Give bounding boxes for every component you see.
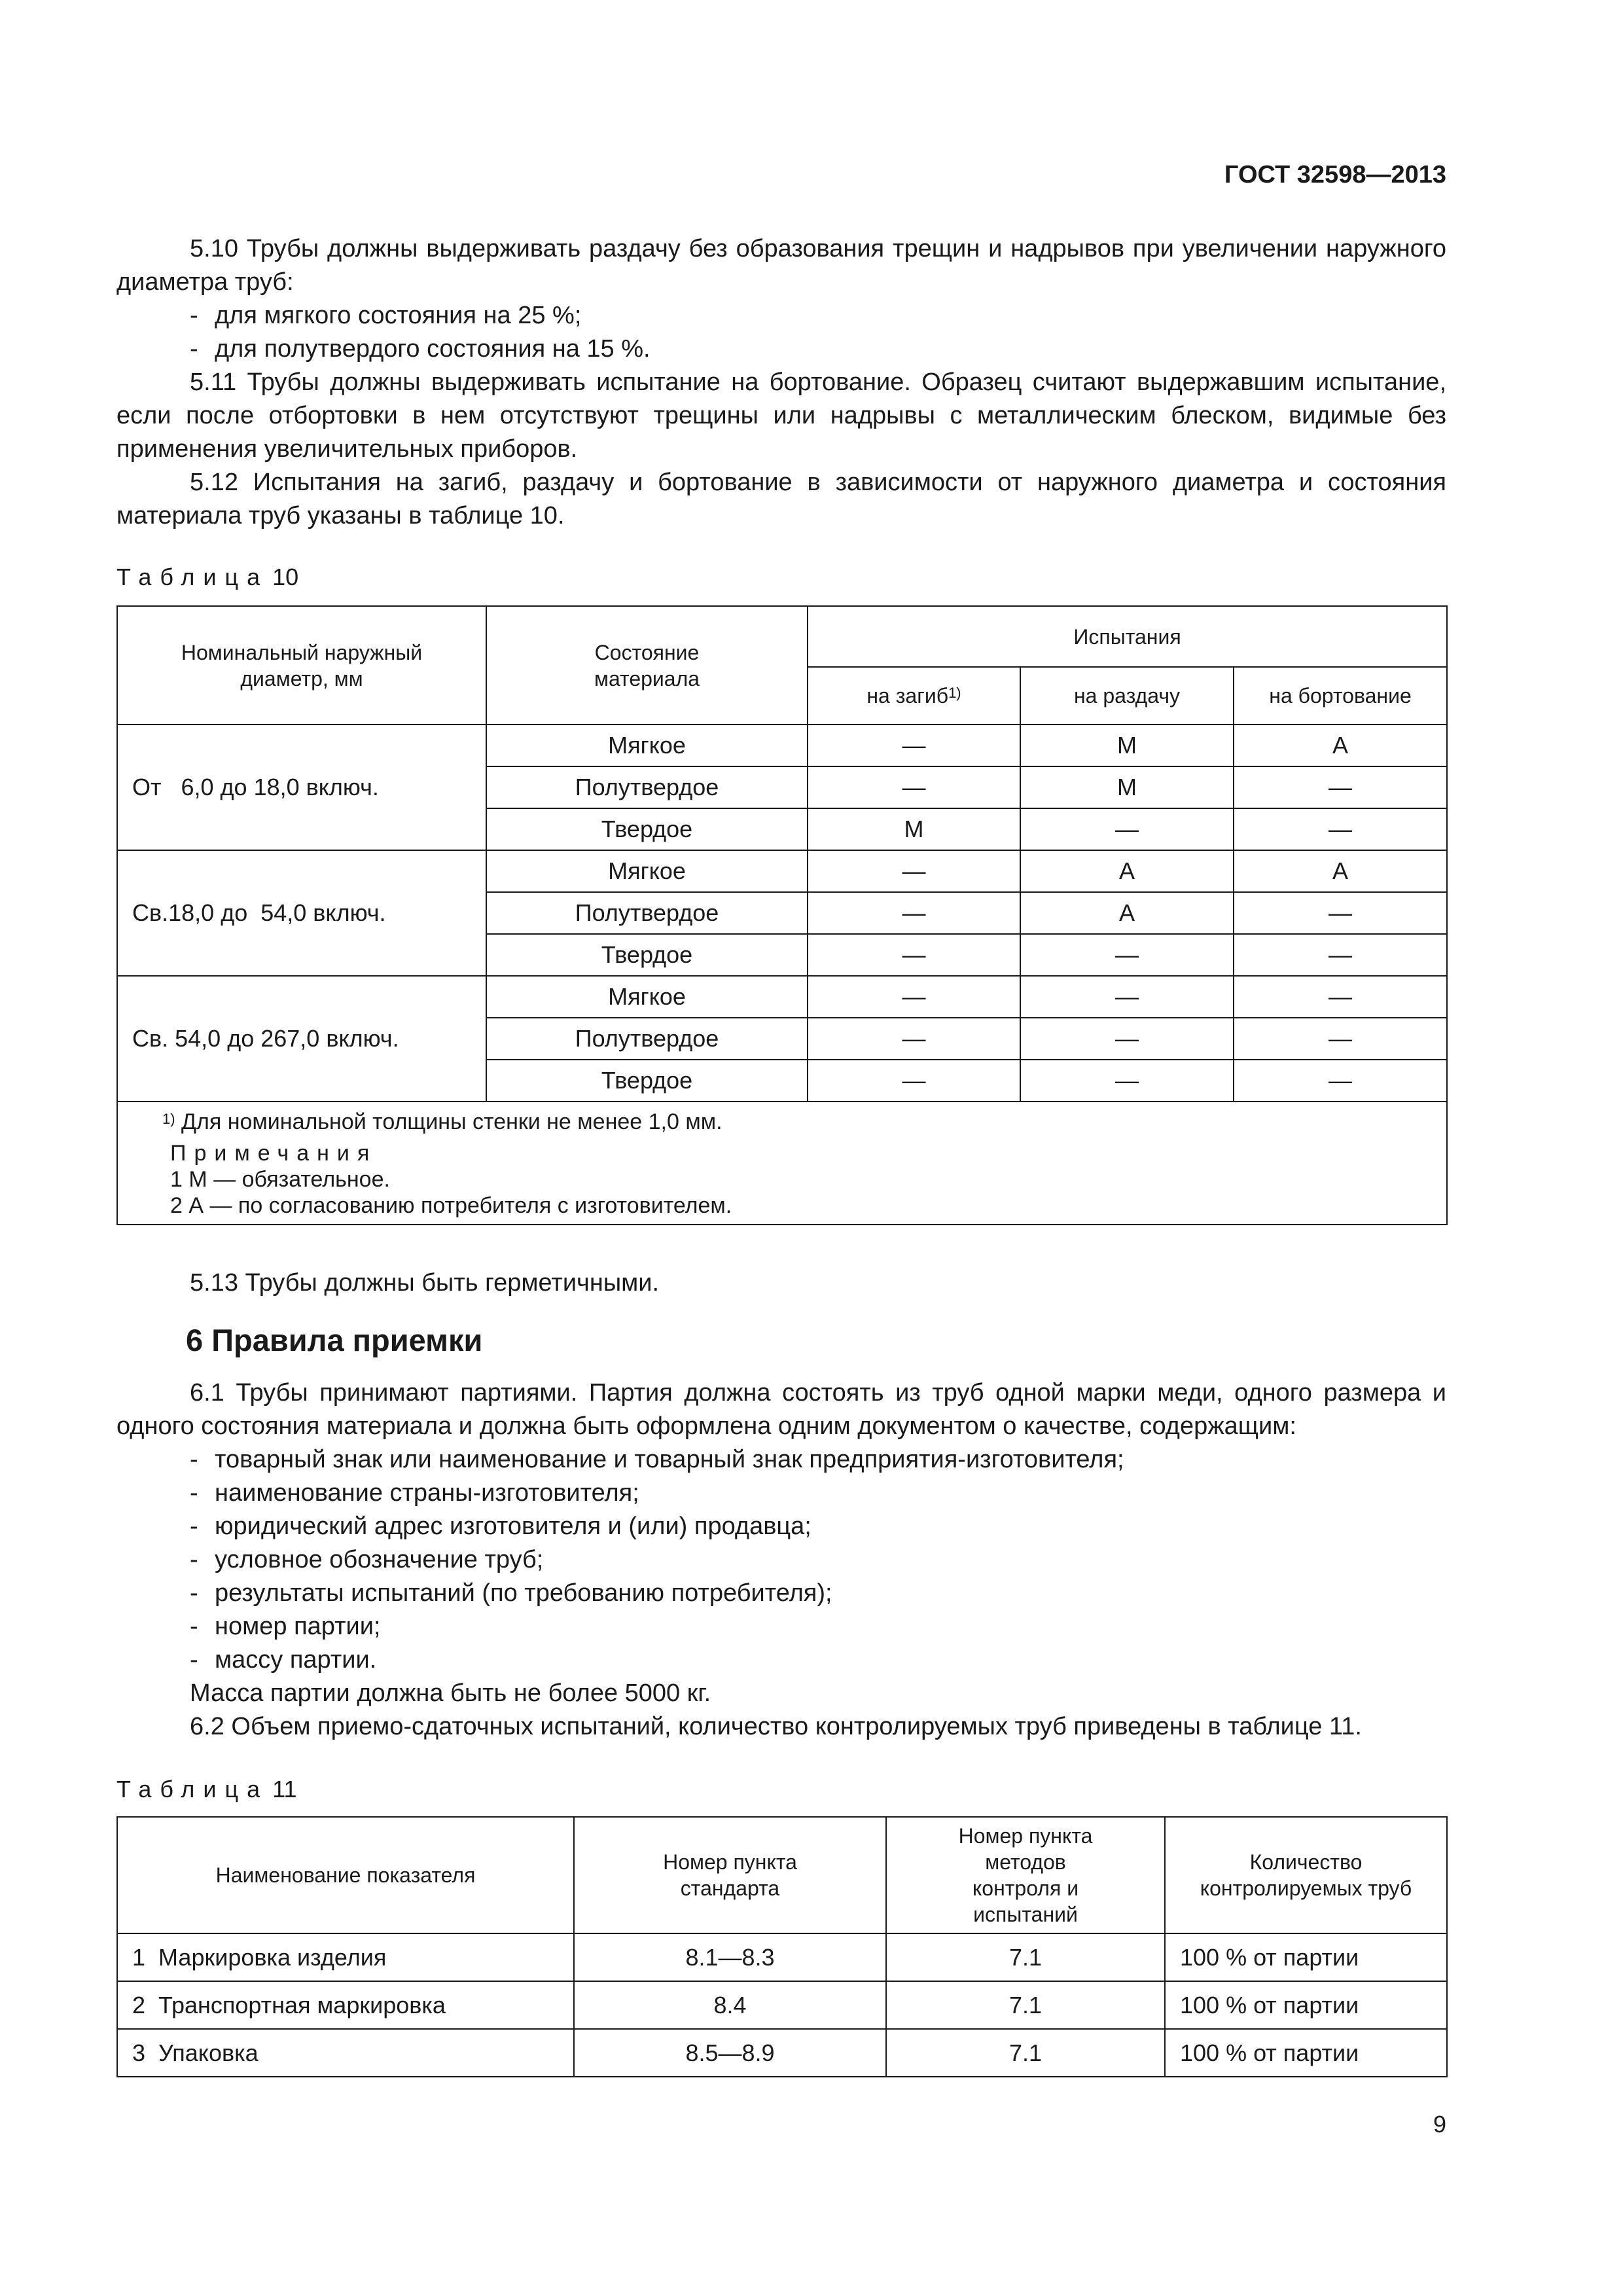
paragraph-5-13: 5.13 Трубы должны быть герметичными. [190, 1269, 660, 1297]
header-state: Состояние материала [486, 606, 808, 725]
header-std-clause: Номер пункта стандарта [574, 1817, 886, 1933]
flange-cell: А [1234, 725, 1447, 766]
table-10-caption: Таблица 10 [116, 564, 299, 590]
bend-cell: — [808, 766, 1020, 808]
state-cell: Мягкое [486, 850, 808, 892]
flange-cell: — [1234, 1018, 1447, 1060]
state-cell: Мягкое [486, 725, 808, 766]
table-row [117, 2029, 1447, 2077]
expand-cell: А [1020, 892, 1234, 934]
table-11-caption: Таблица 11 [116, 1776, 297, 1803]
std-clause-cell: 8.1—8.3 [574, 1933, 886, 1981]
header-bend: на загиб$^{1)}$ [808, 667, 1020, 725]
state-cell: Полутвердое [486, 1018, 808, 1060]
table-11 [116, 1816, 1448, 2077]
state-cell: Твердое [486, 934, 808, 976]
table-row [117, 850, 1447, 892]
expand-cell: М [1020, 725, 1234, 766]
section-6-title: 6 Правила приемки [186, 1323, 483, 1357]
header-name: Наименование показателя [117, 1817, 574, 1933]
state-cell: Полутвердое [486, 766, 808, 808]
bend-cell: — [808, 725, 1020, 766]
expand-cell: — [1020, 1060, 1234, 1102]
table-row [117, 1933, 1447, 1981]
flange-cell: — [1234, 934, 1447, 976]
list-item: - для мягкого состояния на 25 %; [190, 302, 582, 329]
header-diameter: Номинальный наружный диаметр, мм [117, 606, 486, 725]
paragraph-6-1: 6.1 Трубы принимают партиями. Партия должна состоять из труб одной марки меди, одного размера и одного состояния материала и должна быть оформлена одним документом о качестве, содержащим: [116, 1379, 1446, 1440]
quantity-cell: 100 % от партии [1165, 1981, 1447, 2029]
section-6-text [116, 1376, 1446, 1744]
expand-cell: А [1020, 850, 1234, 892]
method-clause-cell: 7.1 [886, 2029, 1165, 2077]
quantity-cell: 100 % от партии [1165, 1933, 1447, 1981]
flange-cell: — [1234, 808, 1447, 850]
document-page [116, 0, 1446, 2296]
paragraph-5-11: 5.11 Трубы должны выдерживать испытание на бортование. Образец считают выдержавшим испытание, если после отбортовки в нем отсутствуют трещины или надрывы с металлическим блеском, видимые без применения увеличительных приборов. [116, 368, 1446, 463]
quantity-cell: 100 % от партии [1165, 2029, 1447, 2077]
table-row [117, 725, 1447, 766]
diameter-cell: Св.18,0 до 54,0 включ. [117, 850, 486, 976]
list-item: - юридический адрес изготовителя и (или) продавца; [190, 1513, 812, 1540]
notes-title: Примечания [170, 1141, 378, 1166]
bend-cell: — [808, 1060, 1020, 1102]
flange-cell: — [1234, 892, 1447, 934]
bend-cell: — [808, 892, 1020, 934]
std-clause-cell: 8.5—8.9 [574, 2029, 886, 2077]
flange-cell: — [1234, 1060, 1447, 1102]
note-item: 2 А — по согласованию потребителя с изготовителем. [170, 1193, 732, 1218]
flange-cell: — [1234, 766, 1447, 808]
bend-cell: — [808, 1018, 1020, 1060]
list-item: - результаты испытаний (по требованию потребителя); [190, 1579, 832, 1607]
document-number: ГОСТ 32598—2013 [1224, 161, 1446, 188]
flange-cell: — [1234, 976, 1447, 1018]
bend-cell: М [808, 808, 1020, 850]
bend-cell: — [808, 850, 1020, 892]
section-5-text [116, 232, 1446, 533]
expand-cell: — [1020, 808, 1234, 850]
state-cell: Твердое [486, 808, 808, 850]
list-item: - условное обозначение труб; [190, 1546, 544, 1573]
state-cell: Твердое [486, 1060, 808, 1102]
paragraph-5-10: 5.10 Трубы должны выдерживать раздачу без образования трещин и надрывов при увеличении наружного диаметра труб: [116, 235, 1446, 296]
std-clause-cell: 8.4 [574, 1981, 886, 2029]
table-10-notes [117, 1102, 1447, 1225]
name-cell: 3 Упаковка [117, 2029, 574, 2077]
table-row [117, 1981, 1447, 2029]
list-item: - товарный знак или наименование и товарный знак предприятия-изготовителя; [190, 1446, 1124, 1473]
footnote: $^{1)}$ Для номинальной толщины стенки не менее 1,0 мм. [162, 1109, 722, 1134]
note-item: 1 М — обязательное. [170, 1167, 390, 1192]
flange-cell: А [1234, 850, 1447, 892]
header-quantity: Количество контролируемых труб [1165, 1817, 1447, 1933]
diameter-cell: От 6,0 до 18,0 включ. [117, 725, 486, 850]
list-item: - наименование страны-изготовителя; [190, 1479, 639, 1507]
method-clause-cell: 7.1 [886, 1933, 1165, 1981]
header-method-clause: Номер пункта методов контроля и испытаний [886, 1817, 1165, 1933]
list-item: - для полутвердого состояния на 15 %. [190, 335, 651, 363]
paragraph-5-12: 5.12 Испытания на загиб, раздачу и бортование в зависимости от наружного диаметра и состояния материала труб указаны в таблице 10. [116, 469, 1446, 529]
state-cell: Мягкое [486, 976, 808, 1018]
expand-cell: — [1020, 1018, 1234, 1060]
method-clause-cell: 7.1 [886, 1981, 1165, 2029]
header-expand: на раздачу [1020, 667, 1234, 725]
mass-line: Масса партии должна быть не более 5000 кг. [190, 1679, 711, 1707]
header-flange: на бортование [1234, 667, 1447, 725]
section-5-13 [116, 1266, 1446, 1300]
paragraph-6-2: 6.2 Объем приемо-сдаточных испытаний, количество контролируемых труб приведены в таблице 11. [190, 1713, 1362, 1740]
table-10 [116, 605, 1448, 1225]
list-item: - номер партии; [190, 1613, 381, 1640]
state-cell: Полутвердое [486, 892, 808, 934]
header-tests: Испытания [808, 606, 1447, 667]
expand-cell: — [1020, 976, 1234, 1018]
name-cell: 2 Транспортная маркировка [117, 1981, 574, 2029]
list-item: - массу партии. [190, 1646, 377, 1674]
expand-cell: — [1020, 934, 1234, 976]
page-number: 9 [1433, 2111, 1446, 2138]
bend-cell: — [808, 976, 1020, 1018]
bend-cell: — [808, 934, 1020, 976]
diameter-cell: Св. 54,0 до 267,0 включ. [117, 976, 486, 1102]
expand-cell: М [1020, 766, 1234, 808]
table-row [117, 976, 1447, 1018]
name-cell: 1 Маркировка изделия [117, 1933, 574, 1981]
